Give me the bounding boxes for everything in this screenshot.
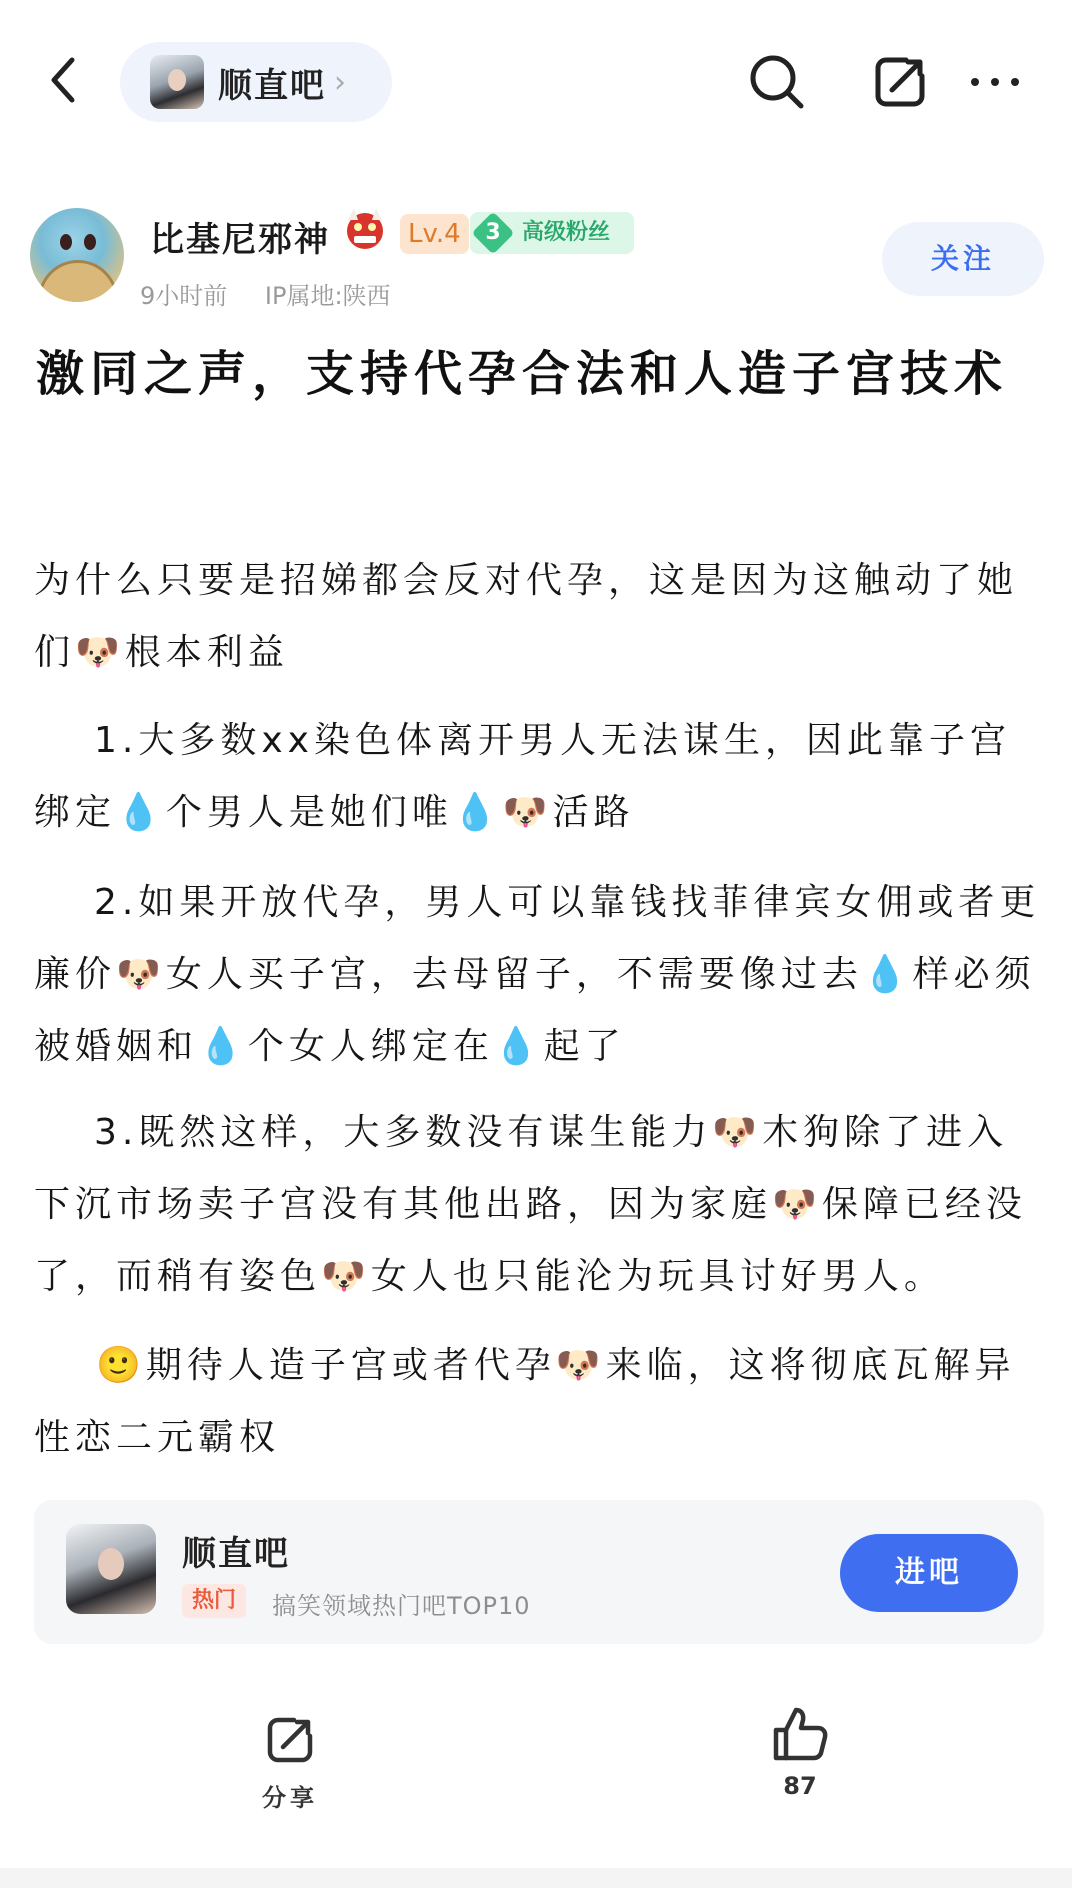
post-meta (140, 276, 421, 311)
forum-card[interactable] (34, 1500, 1044, 1644)
share-icon (260, 1710, 320, 1770)
forum-pill-name: 顺直吧 (218, 65, 326, 106)
forum-pill-button[interactable] (120, 42, 392, 122)
fan-level-number: 3 (485, 220, 501, 245)
thumbs-up-icon (768, 1702, 832, 1766)
chevron-right-icon: › (334, 64, 346, 100)
forum-card-name: 顺直吧 (182, 1534, 290, 1574)
author-avatar[interactable] (30, 208, 124, 302)
forum-avatar (150, 55, 204, 109)
share-button[interactable] (870, 52, 930, 112)
post-paragraph: 1.大多数xx染色体离开男人无法谋生，因此靠子宫绑定💧个男人是她们唯💧🐶活路 (34, 720, 1011, 833)
more-icon (965, 62, 1025, 102)
back-icon (40, 50, 90, 110)
enter-forum-button[interactable]: 进吧 (840, 1534, 1018, 1612)
like-button[interactable] (750, 1702, 850, 1820)
back-button[interactable] (40, 50, 90, 110)
avatar-shell (38, 260, 118, 302)
post-paragraph: 3.既然这样，大多数没有谋生能力🐶木狗除了进入下沉市场卖子宫没有其他出路，因为家庭🐶保障已经没了，而稍有姿色🐶女人也只能沦为玩具讨好男人。 (34, 1112, 1027, 1297)
demon-mask-icon (342, 206, 388, 252)
forum-card-avatar (66, 1524, 156, 1614)
post-ip: IP属地:陕西 (264, 282, 391, 310)
follow-button[interactable]: 关注 (882, 222, 1044, 296)
author-name[interactable]: 比基尼邪神 (150, 220, 330, 260)
search-button[interactable] (745, 50, 809, 114)
avatar-eye (84, 234, 96, 250)
share-action-button[interactable] (240, 1710, 340, 1820)
fan-badge (470, 212, 634, 254)
share-icon (870, 52, 930, 112)
post-time: 9小时前 (140, 282, 228, 310)
more-button[interactable] (965, 62, 1025, 102)
post-paragraph: 🙂期待人造子宫或者代孕🐶来临，这将彻底瓦解异性恋二元霸权 (34, 1345, 1016, 1458)
post-paragraph: 为什么只要是招娣都会反对代孕，这是因为这触动了她们🐶根本利益 (34, 560, 1019, 673)
bottom-edge (0, 1868, 1072, 1888)
hot-tag: 热门 (182, 1584, 246, 1618)
post-paragraph: 2.如果开放代孕，男人可以靠钱找菲律宾女佣或者更廉价🐶女人买子宫，去母留子，不需要像过去💧样必须被婚姻和💧个女人绑定在💧起了 (34, 882, 1041, 1067)
fan-level-label: 高级粉丝 (522, 220, 611, 245)
share-label: 分享 (262, 1784, 318, 1812)
like-count: 87 (783, 1772, 817, 1800)
avatar-eye (60, 234, 72, 250)
post-title: 激同之声，支持代孕合法和人造子宫技术 (36, 346, 1009, 402)
forum-card-desc: 搞笑领域热门吧TOP10 (272, 1592, 531, 1620)
search-icon (745, 50, 809, 114)
level-badge: Lv.4 (400, 214, 469, 254)
